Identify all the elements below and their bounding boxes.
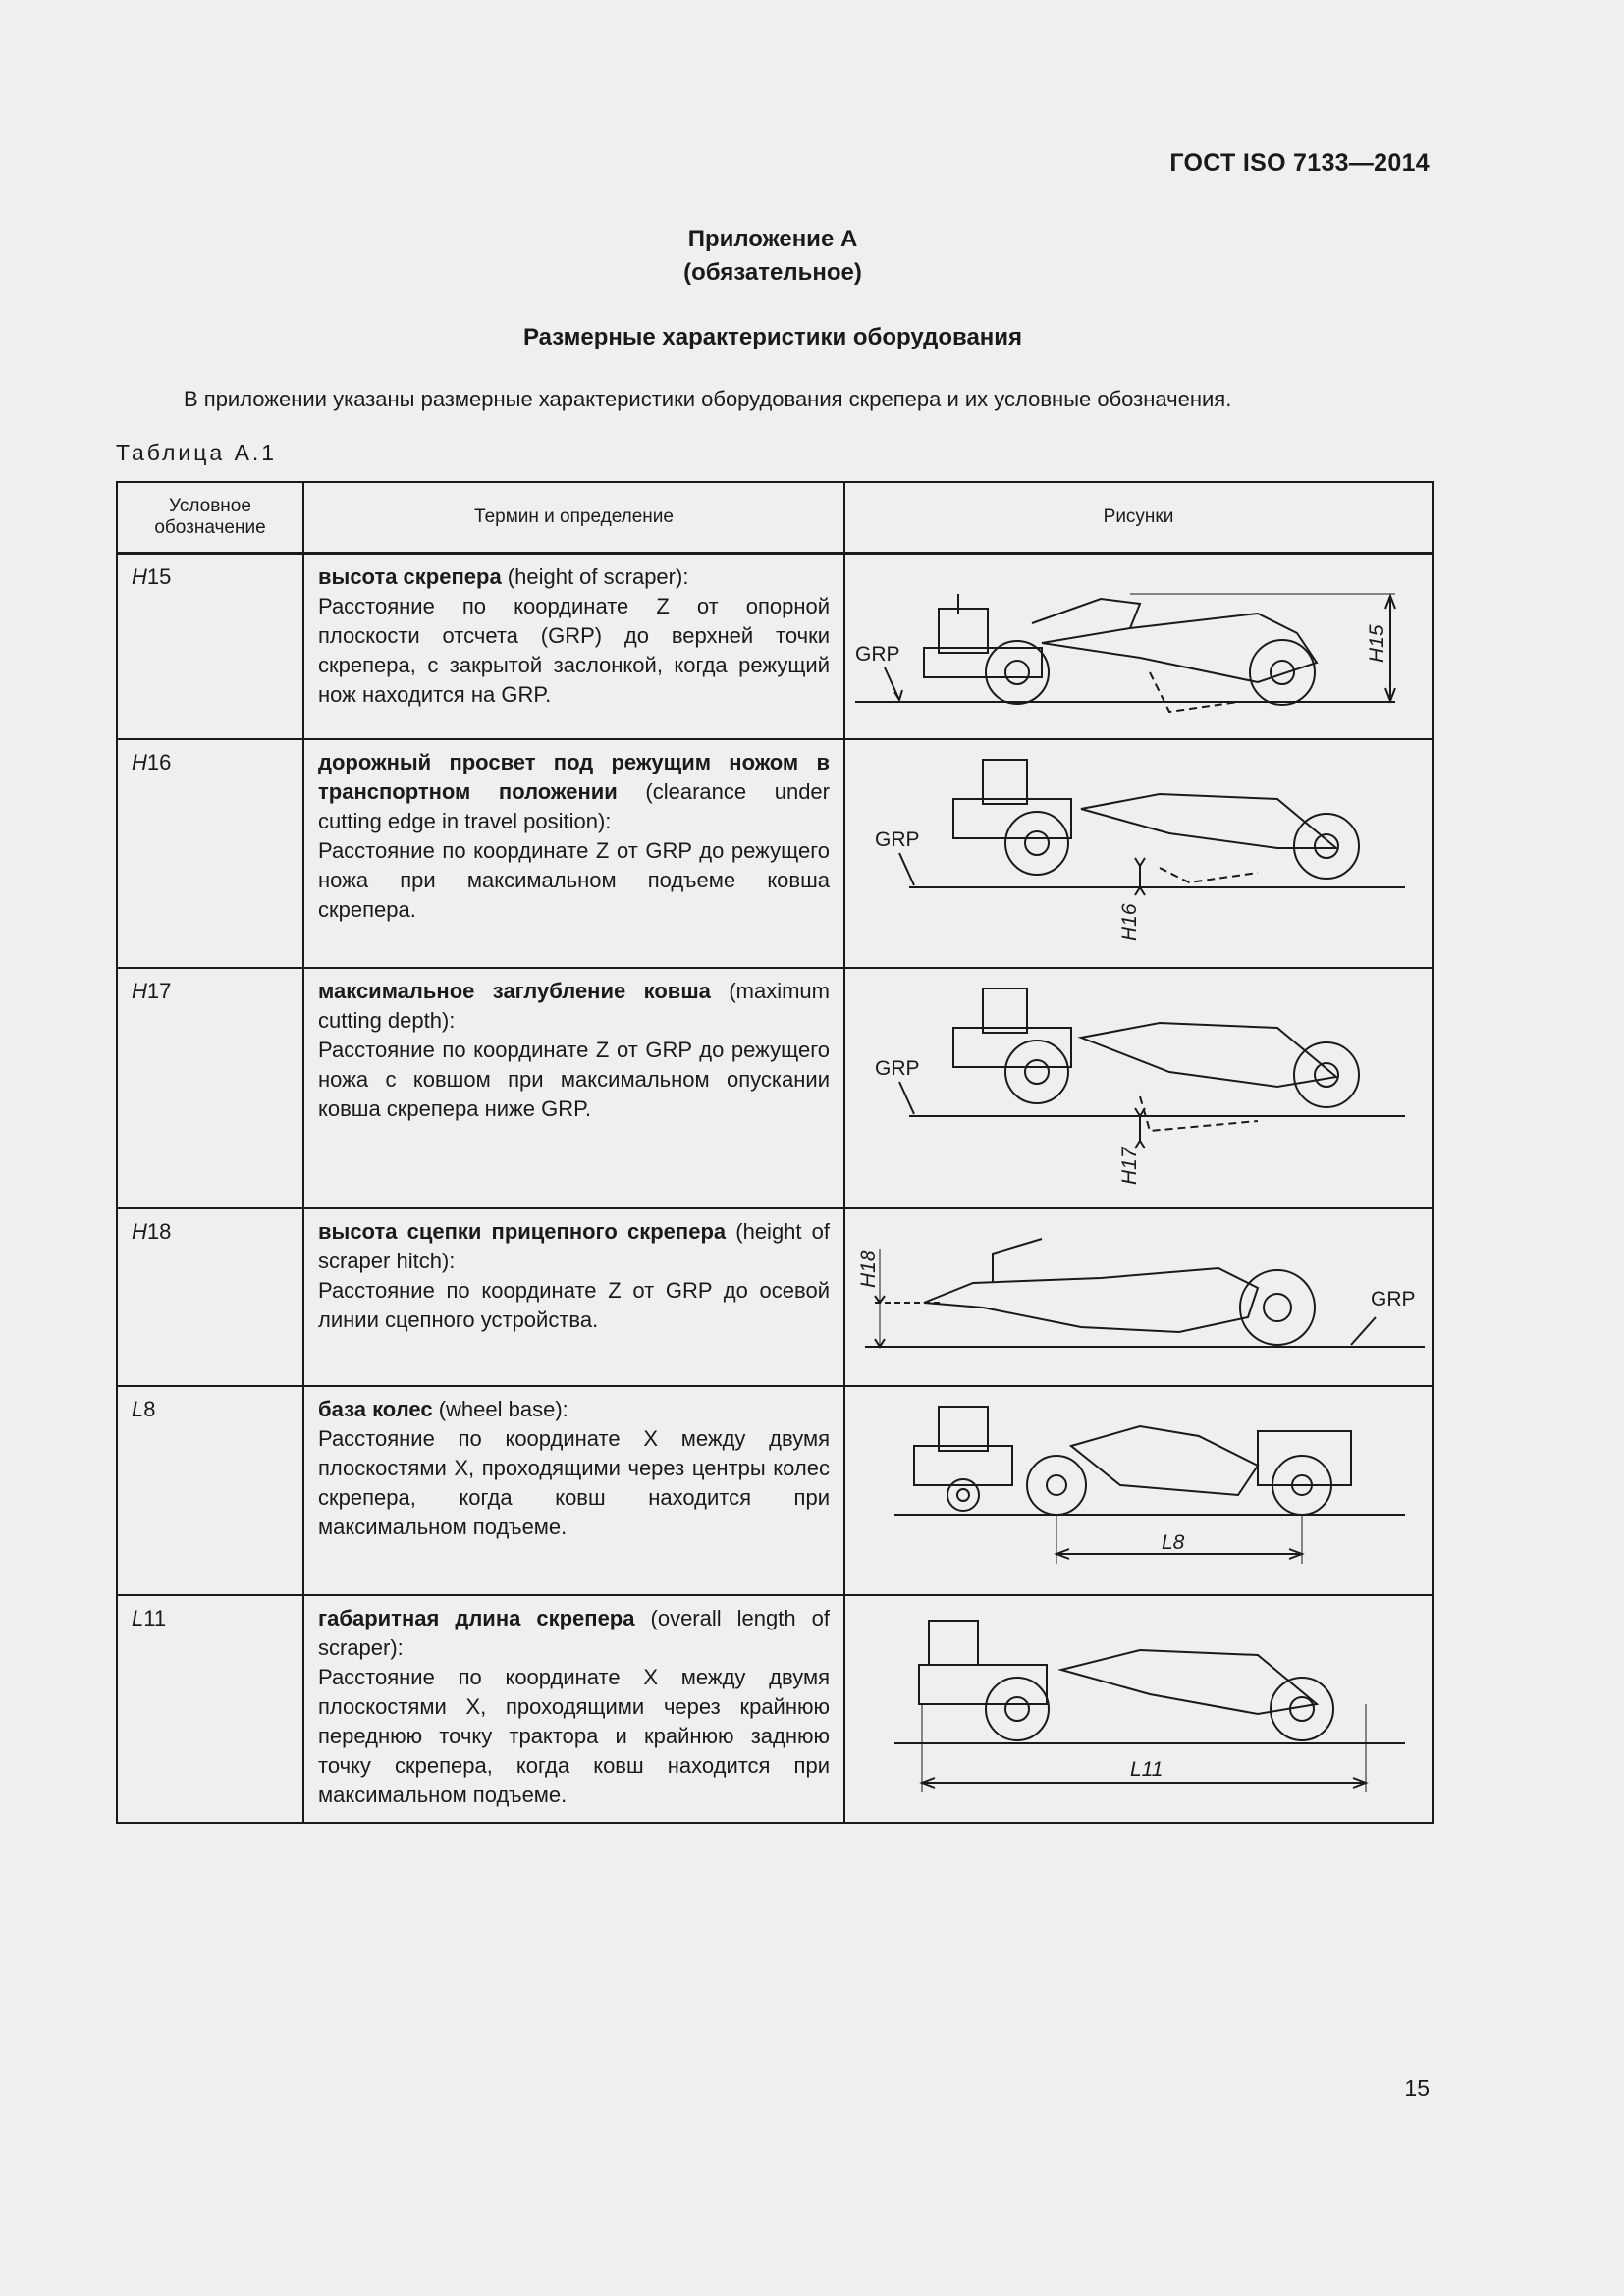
definition-cell (303, 1595, 844, 1823)
term-english: (overall length of scraper): (318, 1606, 830, 1660)
rear-wheel (1294, 814, 1359, 879)
table-row (117, 1595, 1433, 1823)
symbol-letter: H (132, 1219, 147, 1244)
header-figure: Рисунки (844, 482, 1433, 554)
definition-text: Расстояние по координате Z от GRP до режущего ножа с ковшом при максимальном опускании ковша скрепера ниже GRP. (318, 1038, 830, 1121)
definition-text: Расстояние по координате Z от опорной плоскости отсчета (GRP) до верхней точки скрепера, с закрытой заслонкой, когда режущий нож находится на GRP. (318, 594, 830, 707)
term-bold: дорожный просвет под режущим ножом в транспортном положении (318, 750, 830, 804)
symbol-letter: L (132, 1606, 144, 1630)
symbol-cell (117, 739, 303, 968)
definition-cell (303, 1386, 844, 1595)
symbol-number: 18 (146, 1219, 172, 1244)
definition-cell (303, 1208, 844, 1386)
tractor-cab (983, 760, 1027, 804)
front-wheel (1005, 812, 1068, 875)
rear-wheel (1250, 640, 1315, 705)
overall-length-figure (845, 1596, 1432, 1822)
tractor-cab (939, 1407, 988, 1451)
header-term: Термин и определение (303, 482, 844, 554)
front-wheel (986, 1678, 1049, 1740)
symbol-letter: H (132, 750, 147, 774)
term-bold: высота сцепки прицепного скрепера (318, 1219, 727, 1244)
section-title: Размерные характеристики оборудования (522, 324, 1023, 350)
symbol-cell (117, 968, 303, 1208)
symbol-cell (117, 1595, 303, 1823)
term-english: (height of scraper hitch): (318, 1219, 831, 1273)
appendix-title: Приложение А (687, 226, 858, 252)
dim-label-h15: H15 (1366, 624, 1388, 663)
term-english: (wheel base): (432, 1397, 568, 1421)
hitch-height-figure (845, 1209, 1432, 1385)
table-header-row (117, 482, 1433, 554)
table-row (117, 554, 1433, 740)
figure-cell (844, 1386, 1433, 1595)
definition-cell (303, 968, 844, 1208)
rear-wheel (1271, 1678, 1333, 1740)
dim-label-l11: L11 (1130, 1758, 1164, 1781)
header-symbol: Условное обозначение (117, 482, 303, 554)
scraper-height-figure (845, 555, 1432, 738)
term-bold: максимальное заглубление ковша (318, 979, 711, 1003)
symbol-letter: H (132, 564, 147, 589)
symbol-cell (117, 554, 303, 740)
figure-cell (844, 554, 1433, 740)
figure-cell (844, 739, 1433, 968)
cutting-depth-figure (845, 969, 1432, 1207)
symbol-number: 17 (146, 979, 172, 1003)
figure-cell (844, 1595, 1433, 1823)
front-wheel (1005, 1041, 1068, 1103)
grp-label: GRP (875, 1057, 920, 1080)
figure-cell (844, 968, 1433, 1208)
page-number: 15 (1404, 2075, 1430, 2101)
dimensions-table (116, 481, 1434, 1824)
definition-cell (303, 554, 844, 740)
dim-label-h18: H18 (857, 1250, 880, 1288)
symbol-cell (117, 1208, 303, 1386)
front-wheel (986, 641, 1049, 704)
grp-label: GRP (855, 643, 900, 666)
tractor-cab (929, 1621, 978, 1665)
symbol-letter: L (132, 1397, 144, 1421)
travel-clearance-figure (845, 740, 1432, 967)
term-bold: база колес (318, 1397, 433, 1421)
table-row (117, 739, 1433, 968)
table-label: Таблица А.1 (116, 440, 278, 465)
symbol-number: 15 (146, 564, 172, 589)
table-row (117, 1386, 1433, 1595)
symbol-letter: H (132, 979, 147, 1003)
tractor-cab (983, 988, 1027, 1033)
tractor-cab (939, 609, 988, 653)
symbol-number: 16 (146, 750, 172, 774)
definition-text: Расстояние по координате Z от GRP до осевой линии сцепного устройства. (318, 1278, 830, 1332)
grp-label: GRP (1371, 1288, 1416, 1310)
intro-paragraph: В приложении указаны размерные характеристики оборудования скрепера и их условные обозначения. (184, 387, 1232, 411)
rear-wheel (1294, 1042, 1359, 1107)
definition-cell (303, 739, 844, 968)
table-row (117, 968, 1433, 1208)
front-wheel (1027, 1456, 1086, 1515)
symbol-number: 11 (143, 1606, 167, 1630)
dim-label-l8: L8 (1162, 1531, 1185, 1554)
symbol-number: 8 (143, 1397, 156, 1421)
dim-label-h16: H16 (1118, 903, 1141, 941)
definition-text: Расстояние по координате Z от GRP до режущего ножа при максимальном подъеме ковша скрепера. (318, 838, 830, 922)
wheel-base-figure (845, 1387, 1432, 1594)
dim-label-h17: H17 (1118, 1147, 1141, 1185)
grp-label: GRP (875, 828, 920, 851)
definition-text: Расстояние по координате X между двумя плоскостями X, проходящими через центры колес скрепера, когда ковш находится при максимальном подъеме. (318, 1426, 830, 1539)
term-english: (height of scraper): (501, 564, 689, 589)
document-code: ГОСТ ISO 7133—2014 (1169, 149, 1430, 177)
term-english: (clearance under cutting edge in travel position): (318, 779, 830, 833)
term-english: (maximum cutting depth): (318, 979, 830, 1033)
appendix-subtitle: (обязательное) (683, 259, 862, 286)
term-bold: высота скрепера (318, 564, 502, 589)
term-bold: габаритная длина скрепера (318, 1606, 635, 1630)
definition-text: Расстояние по координате X между двумя плоскостями X, проходящими через крайнюю переднюю точку трактора и крайнюю заднюю точку скрепера, когда ковш находится при максимальном подъеме. (318, 1665, 830, 1807)
symbol-cell (117, 1386, 303, 1595)
table-row (117, 1208, 1433, 1386)
figure-cell (844, 1208, 1433, 1386)
